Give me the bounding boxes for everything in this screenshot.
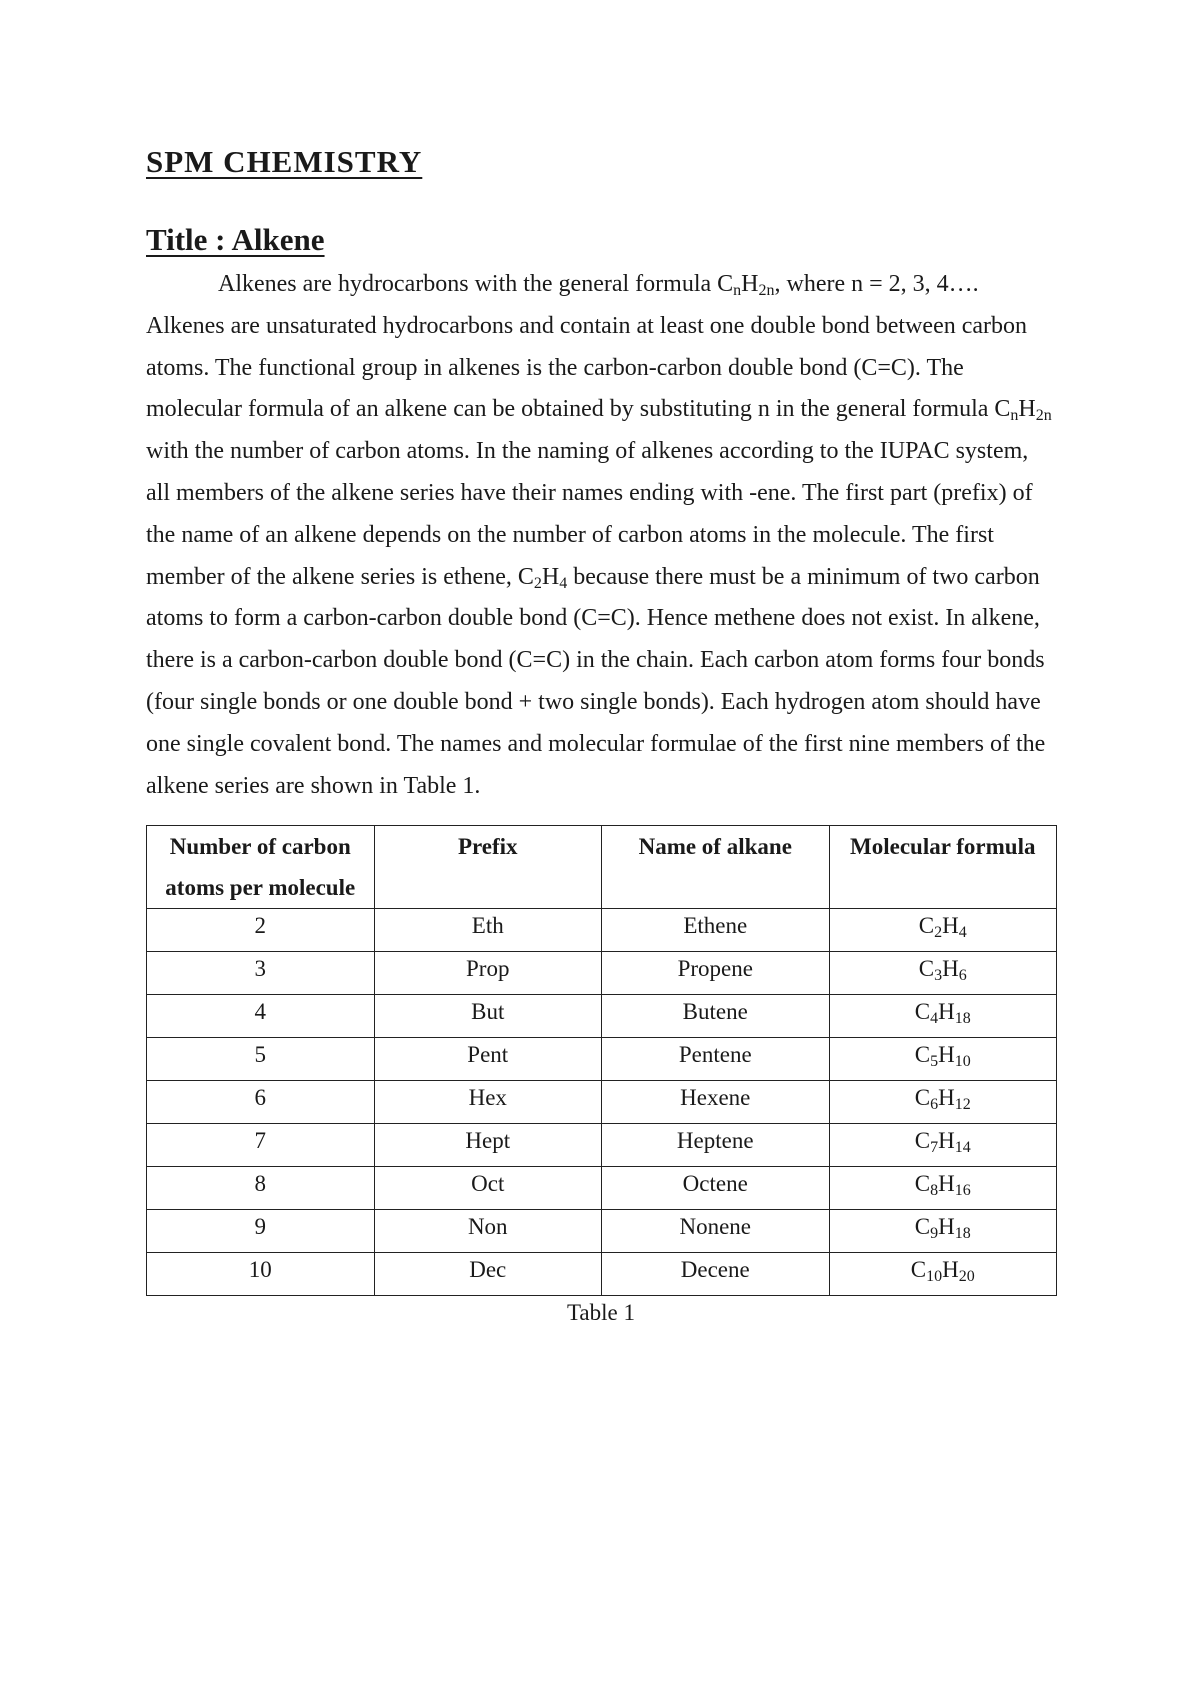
header-prefix: Prefix	[374, 826, 602, 909]
formula-subscript: 20	[958, 1268, 975, 1286]
formula-element: H	[938, 999, 955, 1025]
paragraph-text: because there must be a minimum of two carbon atoms to form a carbon-carbon double bond (C=C). Hence methene does not exist. In alkene, there is a carbon-carbon double bond (C=C) in the chain. Each carbon atom forms four bonds (four single bonds or one double bond + two single bonds). Each hydrogen atom should have one single covalent bond. The names and molecular formulae of the first nine members of the alkene series are shown in Table 1.	[146, 563, 1046, 799]
carbon-count-cell: 7	[147, 1124, 375, 1167]
header-name: Name of alkane	[602, 826, 830, 909]
subject-heading: SPM CHEMISTRY	[146, 144, 423, 179]
formula-subscript: 5	[930, 1053, 939, 1071]
carbon-count-cell: 6	[147, 1081, 375, 1124]
prefix-cell: Pent	[374, 1038, 602, 1081]
formula-subscript: 2n	[758, 282, 775, 299]
prefix-cell: Oct	[374, 1167, 602, 1210]
table-row	[147, 1210, 1057, 1253]
paragraph-text: H	[541, 563, 560, 590]
name-cell: Decene	[602, 1253, 830, 1296]
formula-subscript: 2	[533, 574, 542, 592]
formula-element: H	[938, 1214, 955, 1240]
formula-element: H	[938, 1171, 955, 1197]
formula-subscript: 18	[954, 1225, 971, 1243]
paragraph-text: Alkenes are hydrocarbons with the general formula C	[218, 271, 734, 297]
carbon-count-cell: 4	[147, 995, 375, 1038]
formula-cell	[829, 1081, 1057, 1124]
formula-element: C	[914, 999, 931, 1025]
formula-element: H	[942, 1257, 959, 1283]
formula-subscript: 4	[958, 924, 967, 942]
prefix-cell: Hept	[374, 1124, 602, 1167]
table-row	[147, 909, 1057, 952]
title-heading: Title : Alkene	[146, 222, 325, 257]
formula-element: C	[914, 1085, 931, 1111]
name-cell: Pentene	[602, 1038, 830, 1081]
formula-subscript: 12	[954, 1096, 971, 1114]
formula-element: H	[938, 1128, 955, 1154]
formula-cell	[829, 995, 1057, 1038]
prefix-cell: Non	[374, 1210, 602, 1253]
formula-subscript: 16	[954, 1182, 971, 1200]
formula-subscript: 4	[559, 574, 568, 592]
formula-subscript: 2n	[1035, 407, 1052, 425]
carbon-count-cell: 3	[147, 952, 375, 995]
document-page	[146, 140, 1056, 1330]
formula-cell	[829, 1038, 1057, 1081]
prefix-cell: Eth	[374, 909, 602, 952]
table-row	[147, 1038, 1057, 1081]
formula-subscript: 6	[930, 1096, 939, 1114]
formula-subscript: 8	[930, 1182, 939, 1200]
name-cell: Octene	[602, 1167, 830, 1210]
formula-cell	[829, 952, 1057, 995]
formula-element: C	[910, 1257, 927, 1283]
carbon-count-cell: 5	[147, 1038, 375, 1081]
formula-subscript: 7	[930, 1139, 939, 1157]
formula-subscript: 6	[958, 967, 967, 985]
formula-subscript: 10	[926, 1268, 943, 1286]
table-row	[147, 1081, 1057, 1124]
formula-element: C	[914, 1171, 931, 1197]
carbon-count-cell: 9	[147, 1210, 375, 1253]
formula-element: C	[914, 1128, 931, 1154]
formula-subscript: 10	[954, 1053, 971, 1071]
formula-subscript: 14	[954, 1139, 971, 1157]
paragraph-text: with the number of carbon atoms. In the naming of alkenes according to the IUPAC system, all members of the alkene series have their names ending with -ene. The first part (prefix) of the name of an alkene depends on the number of carbon atoms in the molecule. The first member of the alkene series is ethene, C	[146, 438, 1033, 590]
carbon-count-cell: 8	[147, 1167, 375, 1210]
table-row	[147, 952, 1057, 995]
name-cell: Propene	[602, 952, 830, 995]
prefix-cell: But	[374, 995, 602, 1038]
table-row	[147, 1253, 1057, 1296]
formula-cell	[829, 1167, 1057, 1210]
formula-element: C	[914, 1042, 931, 1068]
formula-subscript: 2	[934, 924, 943, 942]
name-cell: Nonene	[602, 1210, 830, 1253]
prefix-cell: Prop	[374, 952, 602, 995]
intro-paragraph	[146, 264, 1056, 807]
prefix-cell: Hex	[374, 1081, 602, 1124]
formula-element: C	[914, 1214, 931, 1240]
name-cell: Ethene	[602, 909, 830, 952]
formula-subscript: n	[733, 282, 742, 299]
table-caption: Table 1	[566, 1300, 635, 1326]
table-row	[147, 995, 1057, 1038]
formula-cell	[829, 1253, 1057, 1296]
formula-element: C	[918, 956, 935, 982]
header-formula: Molecular formula	[829, 826, 1057, 909]
formula-subscript: 4	[930, 1010, 939, 1028]
carbon-count-cell: 10	[147, 1253, 375, 1296]
formula-element: H	[938, 1042, 955, 1068]
name-cell: Butene	[602, 995, 830, 1038]
formula-cell	[829, 1124, 1057, 1167]
formula-element: H	[942, 913, 959, 939]
formula-subscript: 3	[934, 967, 943, 985]
table-row	[147, 1167, 1057, 1210]
formula-element: H	[942, 956, 959, 982]
formula-cell	[829, 1210, 1057, 1253]
alkene-table	[146, 825, 1057, 1296]
carbon-count-cell: 2	[147, 909, 375, 952]
name-cell: Heptene	[602, 1124, 830, 1167]
formula-subscript: n	[1010, 407, 1019, 425]
prefix-cell: Dec	[374, 1253, 602, 1296]
table-header-row	[147, 826, 1057, 909]
paragraph-text: H	[1018, 396, 1036, 423]
table-row	[147, 1124, 1057, 1167]
formula-element: C	[918, 913, 935, 939]
formula-subscript: 18	[954, 1010, 971, 1028]
paragraph-text: , where n = 2, 3, 4…. Alkenes are unsaturated hydrocarbons and contain at least one double bond between carbon atoms. The functional group in alkenes is the carbon-carbon double bond (C=C). The molecular formula of an alkene can be obtained by substituting n in the general formula C	[146, 271, 1028, 423]
formula-cell	[829, 909, 1057, 952]
header-carbon-count: Number of carbon atoms per molecule	[147, 826, 375, 909]
formula-element: H	[938, 1085, 955, 1111]
name-cell: Hexene	[602, 1081, 830, 1124]
formula-subscript: 9	[930, 1225, 939, 1243]
paragraph-text: H	[741, 271, 759, 297]
